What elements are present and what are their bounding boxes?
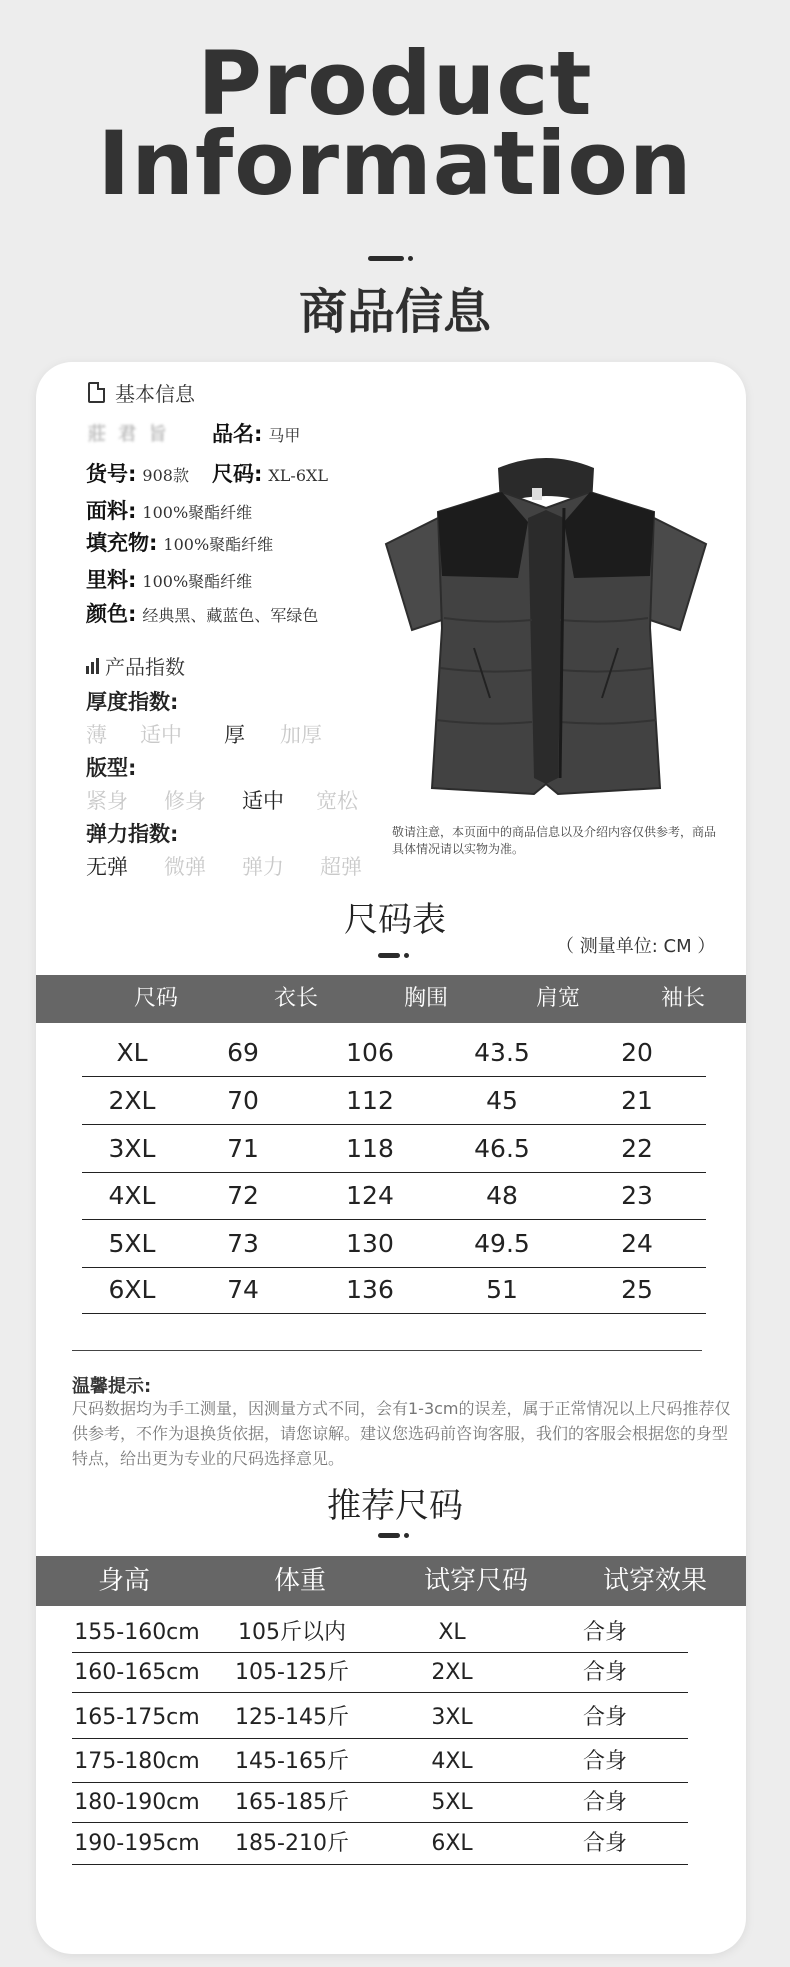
cell: 165-175cm bbox=[74, 1705, 200, 1730]
table-row bbox=[72, 1614, 688, 1653]
cell: 合身 bbox=[582, 1749, 627, 1774]
name-row bbox=[212, 418, 300, 448]
name-label: 品名: bbox=[212, 422, 263, 446]
filling-row bbox=[86, 527, 273, 557]
lining-label: 里料: bbox=[86, 568, 137, 592]
elastic-option: 微弹 bbox=[164, 855, 206, 879]
filling-value: 100%聚酯纤维 bbox=[163, 535, 274, 554]
disclaimer-note: 敬请注意，本页面中的商品信息以及介绍内容仅供参考，商品具体情况请以实物为准。 bbox=[392, 825, 717, 856]
cell: 175-180cm bbox=[74, 1749, 200, 1774]
english-title-line2: Information bbox=[97, 112, 693, 215]
cell: 23 bbox=[621, 1181, 653, 1210]
cell: 45 bbox=[486, 1086, 518, 1115]
size-row bbox=[212, 458, 328, 488]
table-row bbox=[82, 1173, 706, 1220]
thickness-option: 适中 bbox=[140, 723, 182, 747]
cell: 21 bbox=[621, 1086, 653, 1115]
basic-info-title: 基本信息 bbox=[115, 382, 195, 406]
cell: 2XL bbox=[431, 1660, 473, 1685]
brand-blurred: 莊 君 旨 bbox=[88, 424, 170, 445]
cell: 105-125斤 bbox=[235, 1660, 349, 1685]
cell: 74 bbox=[227, 1275, 259, 1304]
cell: 48 bbox=[486, 1181, 518, 1210]
cell: 3XL bbox=[431, 1705, 473, 1730]
header-size: 尺码 bbox=[133, 986, 178, 1011]
cell: 49.5 bbox=[474, 1229, 530, 1258]
cell: 165-185斤 bbox=[235, 1790, 349, 1815]
tips-text: 尺码数据均为手工测量，因测量方式不同，会有1-3cm的误差，属于正常情况以上尺码推荐仅供参考，不作为退换货依据，请您谅解。建议您选码前咨询客服，我们的客服会根据您的身型特点，给出更为专业的尺码选择意见。 bbox=[72, 1399, 731, 1468]
divider-line bbox=[72, 1350, 702, 1351]
color-row bbox=[86, 598, 318, 628]
cell: 124 bbox=[346, 1181, 394, 1210]
lining-value: 100%聚酯纤维 bbox=[142, 572, 253, 591]
cell: 20 bbox=[621, 1038, 653, 1067]
cell: 2XL bbox=[108, 1086, 156, 1115]
size-table-divider bbox=[378, 953, 400, 958]
product-index-title: 产品指数 bbox=[105, 655, 185, 679]
table-row bbox=[82, 1078, 706, 1125]
recommend-divider bbox=[378, 1533, 400, 1538]
cell: 190-195cm bbox=[74, 1831, 200, 1856]
cell: 125-145斤 bbox=[235, 1705, 349, 1730]
cell: 160-165cm bbox=[74, 1660, 200, 1685]
cell: 22 bbox=[621, 1134, 653, 1163]
fit-option-selected: 适中 bbox=[242, 789, 284, 813]
chinese-title: 商品信息 bbox=[298, 284, 491, 340]
cell: 6XL bbox=[431, 1831, 473, 1856]
lining-row bbox=[86, 564, 252, 594]
color-value: 经典黑、藏蓝色、军绿色 bbox=[142, 606, 319, 625]
header-fit-effect: 试穿效果 bbox=[602, 1566, 707, 1596]
vest-product-image bbox=[378, 448, 714, 808]
table-row bbox=[82, 1126, 706, 1173]
thickness-label: 厚度指数: bbox=[86, 690, 179, 714]
fit-label: 版型: bbox=[86, 756, 137, 780]
cell: 43.5 bbox=[474, 1038, 530, 1067]
header-height: 身高 bbox=[97, 1566, 150, 1596]
sku-label: 货号: bbox=[86, 462, 137, 486]
table-row bbox=[82, 1267, 706, 1314]
cell: 180-190cm bbox=[74, 1790, 200, 1815]
cell: 73 bbox=[227, 1229, 259, 1258]
cell: 72 bbox=[227, 1181, 259, 1210]
cell: 6XL bbox=[108, 1275, 156, 1304]
thickness-option: 加厚 bbox=[280, 723, 322, 747]
table-row bbox=[72, 1654, 688, 1693]
cell: 25 bbox=[621, 1275, 653, 1304]
title-divider bbox=[368, 256, 404, 261]
thickness-option-selected: 厚 bbox=[224, 723, 245, 747]
cell: 3XL bbox=[108, 1134, 156, 1163]
cell: XL bbox=[116, 1038, 148, 1067]
cell: 69 bbox=[227, 1038, 259, 1067]
product-index-heading bbox=[86, 651, 185, 680]
fit-options bbox=[86, 785, 376, 815]
name-value: 马甲 bbox=[268, 426, 301, 445]
elastic-option-selected: 无弹 bbox=[86, 855, 128, 879]
cell: 70 bbox=[227, 1086, 259, 1115]
document-icon bbox=[88, 382, 105, 403]
cell: 4XL bbox=[108, 1181, 156, 1210]
elastic-option: 弹力 bbox=[242, 855, 284, 879]
cell: 5XL bbox=[108, 1229, 156, 1258]
cell: 155-160cm bbox=[74, 1620, 200, 1645]
cell: 145-165斤 bbox=[235, 1749, 349, 1774]
header-weight: 体重 bbox=[273, 1566, 326, 1596]
cell: 24 bbox=[621, 1229, 653, 1258]
header-chest: 胸围 bbox=[403, 986, 448, 1011]
tips-title: 温馨提示: bbox=[72, 1376, 152, 1397]
fabric-label: 面料: bbox=[86, 499, 137, 523]
size-table-header bbox=[36, 975, 746, 1023]
cell: 185-210斤 bbox=[235, 1831, 349, 1856]
cell: 合身 bbox=[582, 1790, 627, 1815]
cell: 5XL bbox=[431, 1790, 473, 1815]
cell: 105斤以内 bbox=[238, 1620, 346, 1645]
size-value: XL-6XL bbox=[268, 466, 329, 485]
size-label: 尺码: bbox=[212, 462, 263, 486]
brand-row bbox=[88, 420, 170, 446]
fabric-row bbox=[86, 495, 252, 525]
elastic-options bbox=[86, 851, 380, 881]
recommend-table-header bbox=[36, 1556, 746, 1606]
basic-info-heading bbox=[88, 378, 195, 407]
bar-chart-icon bbox=[86, 658, 99, 674]
table-row bbox=[72, 1784, 688, 1823]
sku-value: 908款 bbox=[142, 466, 189, 485]
cell: 合身 bbox=[582, 1620, 627, 1645]
sku-row bbox=[86, 458, 189, 488]
cell: 51 bbox=[486, 1275, 518, 1304]
measurement-unit: （ 测量单位: CM ） bbox=[556, 936, 716, 957]
cell: 118 bbox=[346, 1134, 394, 1163]
cell: 112 bbox=[346, 1086, 394, 1115]
fit-option: 宽松 bbox=[316, 789, 358, 813]
thickness-option: 薄 bbox=[86, 723, 107, 747]
elastic-label: 弹力指数: bbox=[86, 822, 179, 846]
elastic-option: 超弹 bbox=[320, 855, 362, 879]
cell: 合身 bbox=[582, 1660, 627, 1685]
header-try-size: 试穿尺码 bbox=[423, 1566, 528, 1596]
fit-option: 紧身 bbox=[86, 789, 128, 813]
header-shoulder: 肩宽 bbox=[535, 986, 580, 1011]
header-length: 衣长 bbox=[273, 986, 318, 1011]
english-title-line1: Product bbox=[197, 32, 593, 135]
recommend-title: 推荐尺码 bbox=[327, 1486, 463, 1526]
filling-label: 填充物: bbox=[86, 531, 158, 555]
cell: 136 bbox=[346, 1275, 394, 1304]
cell: 71 bbox=[227, 1134, 259, 1163]
cell: 130 bbox=[346, 1229, 394, 1258]
cell: 46.5 bbox=[474, 1134, 530, 1163]
cell: XL bbox=[438, 1620, 466, 1645]
table-row bbox=[72, 1742, 688, 1783]
color-label: 颜色: bbox=[86, 602, 137, 626]
table-row bbox=[82, 1221, 706, 1268]
table-row bbox=[72, 1698, 688, 1739]
table-row bbox=[72, 1824, 688, 1865]
size-table-title: 尺码表 bbox=[344, 900, 446, 940]
cell: 4XL bbox=[431, 1749, 473, 1774]
fit-option: 修身 bbox=[164, 789, 206, 813]
thickness-options bbox=[86, 719, 340, 749]
cell: 106 bbox=[346, 1038, 394, 1067]
fabric-value: 100%聚酯纤维 bbox=[142, 503, 253, 522]
cell: 合身 bbox=[582, 1831, 627, 1856]
header-sleeve: 袖长 bbox=[660, 986, 705, 1011]
cell: 合身 bbox=[582, 1705, 627, 1730]
table-row bbox=[82, 1030, 706, 1077]
